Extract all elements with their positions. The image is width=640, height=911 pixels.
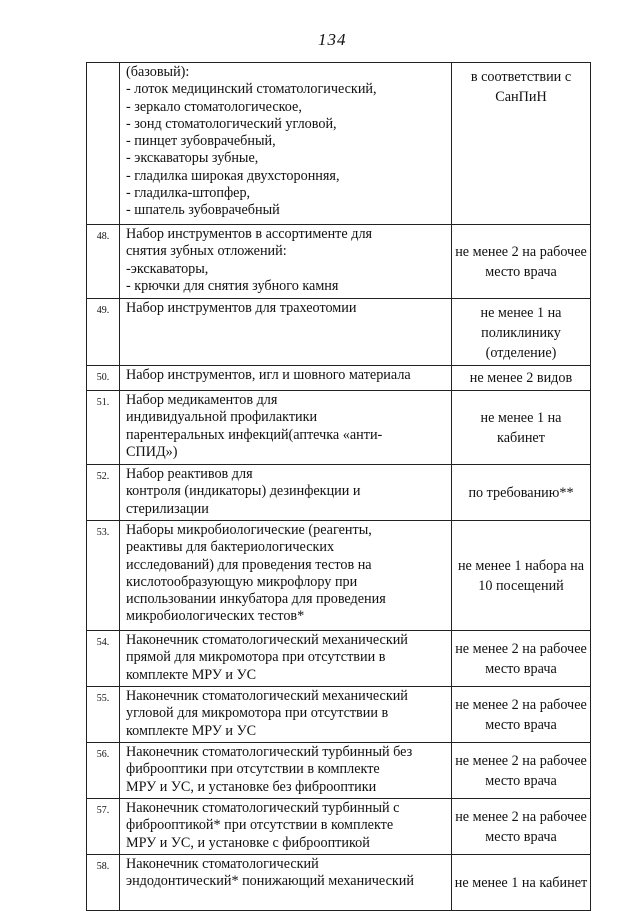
equipment-table: [86, 62, 591, 911]
item-name-line: фиброоптики при отсутствии в комплекте: [126, 761, 380, 778]
item-quantity-line: 10 посещений: [478, 577, 564, 594]
item-quantity-line: по требованию**: [468, 484, 574, 501]
row-number: 50.: [87, 366, 120, 391]
item-quantity: [452, 743, 591, 799]
row-number: 58.: [87, 855, 120, 911]
item-quantity-line: место врача: [485, 660, 557, 677]
item-quantity: [452, 687, 591, 743]
table-row: [87, 391, 591, 465]
item-name-line: - зонд стоматологический угловой,: [126, 115, 337, 132]
item-name: [120, 465, 452, 521]
row-number: 48.: [87, 225, 120, 299]
item-quantity: [452, 225, 591, 299]
item-quantity-line: не менее 1 набора на: [457, 557, 585, 574]
item-name-line: кислотообразующую микрофлору при: [126, 573, 358, 590]
item-name-line: МРУ и УС, и установке без фиброоптики: [126, 778, 377, 795]
item-name: [120, 687, 452, 743]
item-name-line: индивидуальной профилактики: [126, 409, 318, 426]
item-name-line: - зеркало стоматологическое,: [126, 98, 302, 115]
item-quantity-line: не менее 2 на рабочее: [455, 752, 587, 769]
item-quantity-line: место врача: [485, 828, 557, 845]
item-name: [120, 799, 452, 855]
item-name-line: Набор медикаментов для: [126, 392, 278, 408]
page-number: 134: [318, 30, 347, 49]
item-quantity-line: не менее 1 на кабинет: [454, 874, 588, 891]
item-quantity-line: СанПиН: [495, 89, 547, 105]
item-name: [120, 631, 452, 687]
row-number: 56.: [87, 743, 120, 799]
item-name-line: Наконечник стоматологический механический: [126, 688, 408, 704]
item-quantity-line: не менее 1 на: [480, 305, 562, 321]
item-quantity-line: не менее 2 на рабочее: [455, 696, 587, 713]
item-name-line: Набор реактивов для: [126, 466, 253, 482]
item-name-line: контроля (индикаторы) дезинфекции и: [126, 483, 361, 500]
item-quantity: [452, 521, 591, 631]
item-name-line: МРУ и УС, и установке с фиброоптикой: [126, 834, 370, 851]
item-name: [120, 299, 452, 366]
row-number: 57.: [87, 799, 120, 855]
item-quantity-line: место врача: [485, 263, 557, 280]
item-name-line: СПИД»): [126, 443, 178, 460]
item-quantity: [452, 855, 591, 911]
item-name-line: прямой для микромотора при отсутствии в: [126, 649, 386, 666]
item-name-line: Наборы микробиологические (реагенты,: [126, 522, 372, 538]
item-name-line: использовании инкубатора для проведения: [126, 591, 386, 608]
item-name-line: Наконечник стоматологический турбинный без: [126, 744, 413, 760]
item-quantity-line: не менее 2 на рабочее: [455, 640, 587, 657]
equipment-table-body: [87, 63, 591, 911]
item-name-line: Наконечник стоматологический механический: [126, 632, 408, 648]
item-name-line: Наконечник стоматологический: [126, 856, 319, 872]
item-quantity-line: не менее 1 на: [480, 409, 562, 426]
item-name: [120, 63, 452, 225]
item-quantity-line: место врача: [485, 716, 557, 733]
row-number: 52.: [87, 465, 120, 521]
table-row: [87, 799, 591, 855]
item-name-line: - гладилка широкая двухсторонняя,: [126, 167, 340, 184]
item-name-line: парентеральных инфекций(аптечка «анти-: [126, 426, 383, 443]
item-name-line: - шпатель зубоврачебный: [126, 202, 280, 219]
table-row: [87, 465, 591, 521]
item-name-line: Наконечник стоматологический турбинный с: [126, 800, 400, 816]
row-number: 53.: [87, 521, 120, 631]
item-name-line: комплекте МРУ и УС: [126, 666, 257, 683]
item-quantity-line: не менее 2 видов: [469, 370, 573, 386]
row-number: [87, 63, 120, 225]
item-name-line: исследований) для проведения тестов на: [126, 556, 372, 573]
item-name-line: (базовый):: [126, 64, 190, 80]
item-name: [120, 225, 452, 299]
table-row: [87, 743, 591, 799]
item-quantity: [452, 299, 591, 366]
item-name: [120, 366, 452, 391]
item-name-line: микробиологических тестов*: [126, 608, 305, 625]
item-quantity-line: поликлинику: [481, 325, 561, 341]
item-name-line: -экскаваторы,: [126, 260, 209, 277]
table-row: [87, 521, 591, 631]
item-name-line: комплекте МРУ и УС: [126, 722, 257, 739]
row-number: 51.: [87, 391, 120, 465]
item-quantity: [452, 63, 591, 225]
item-quantity-line: место врача: [485, 772, 557, 789]
item-quantity-line: (отделение): [485, 345, 557, 361]
item-name-line: - экскаваторы зубные,: [126, 150, 259, 167]
table-row: [87, 631, 591, 687]
item-name-line: Набор инструментов для трахеотомии: [126, 300, 357, 316]
table-row: [87, 687, 591, 743]
item-name: [120, 743, 452, 799]
item-quantity: [452, 465, 591, 521]
item-quantity: [452, 391, 591, 465]
table-row: [87, 299, 591, 366]
item-name-line: снятия зубных отложений:: [126, 243, 287, 260]
item-name-line: стерилизации: [126, 500, 209, 517]
item-name-line: - гладилка-штопфер,: [126, 185, 251, 202]
row-number: 49.: [87, 299, 120, 366]
item-name-line: Набор инструментов, игл и шовного материала: [126, 367, 411, 383]
item-quantity: [452, 799, 591, 855]
table-row: [87, 225, 591, 299]
item-name-line: Набор инструментов в ассортименте для: [126, 226, 373, 242]
item-name-line: угловой для микромотора при отсутствии в: [126, 705, 389, 722]
item-quantity-line: в соответствии с: [470, 69, 572, 85]
item-name-line: фиброоптикой* при отсутствии в комплекте: [126, 817, 394, 834]
item-name-line: эндодонтический* понижающий механический: [126, 873, 414, 890]
table-row: [87, 366, 591, 391]
item-name: [120, 391, 452, 465]
item-name: [120, 521, 452, 631]
item-quantity-line: не менее 2 на рабочее: [455, 808, 587, 825]
item-name-line: - лоток медицинский стоматологический,: [126, 81, 377, 98]
item-name-line: - пинцет зубоврачебный,: [126, 133, 276, 150]
item-quantity-line: не менее 2 на рабочее: [455, 243, 587, 260]
row-number: 55.: [87, 687, 120, 743]
item-name-line: реактивы для бактериологических: [126, 539, 335, 556]
table-row: [87, 855, 591, 911]
item-quantity: [452, 631, 591, 687]
item-name: [120, 855, 452, 911]
item-quantity-line: кабинет: [497, 429, 545, 446]
item-quantity: [452, 366, 591, 391]
item-name-line: - крючки для снятия зубного камня: [126, 277, 339, 294]
row-number: 54.: [87, 631, 120, 687]
table-row: [87, 63, 591, 225]
